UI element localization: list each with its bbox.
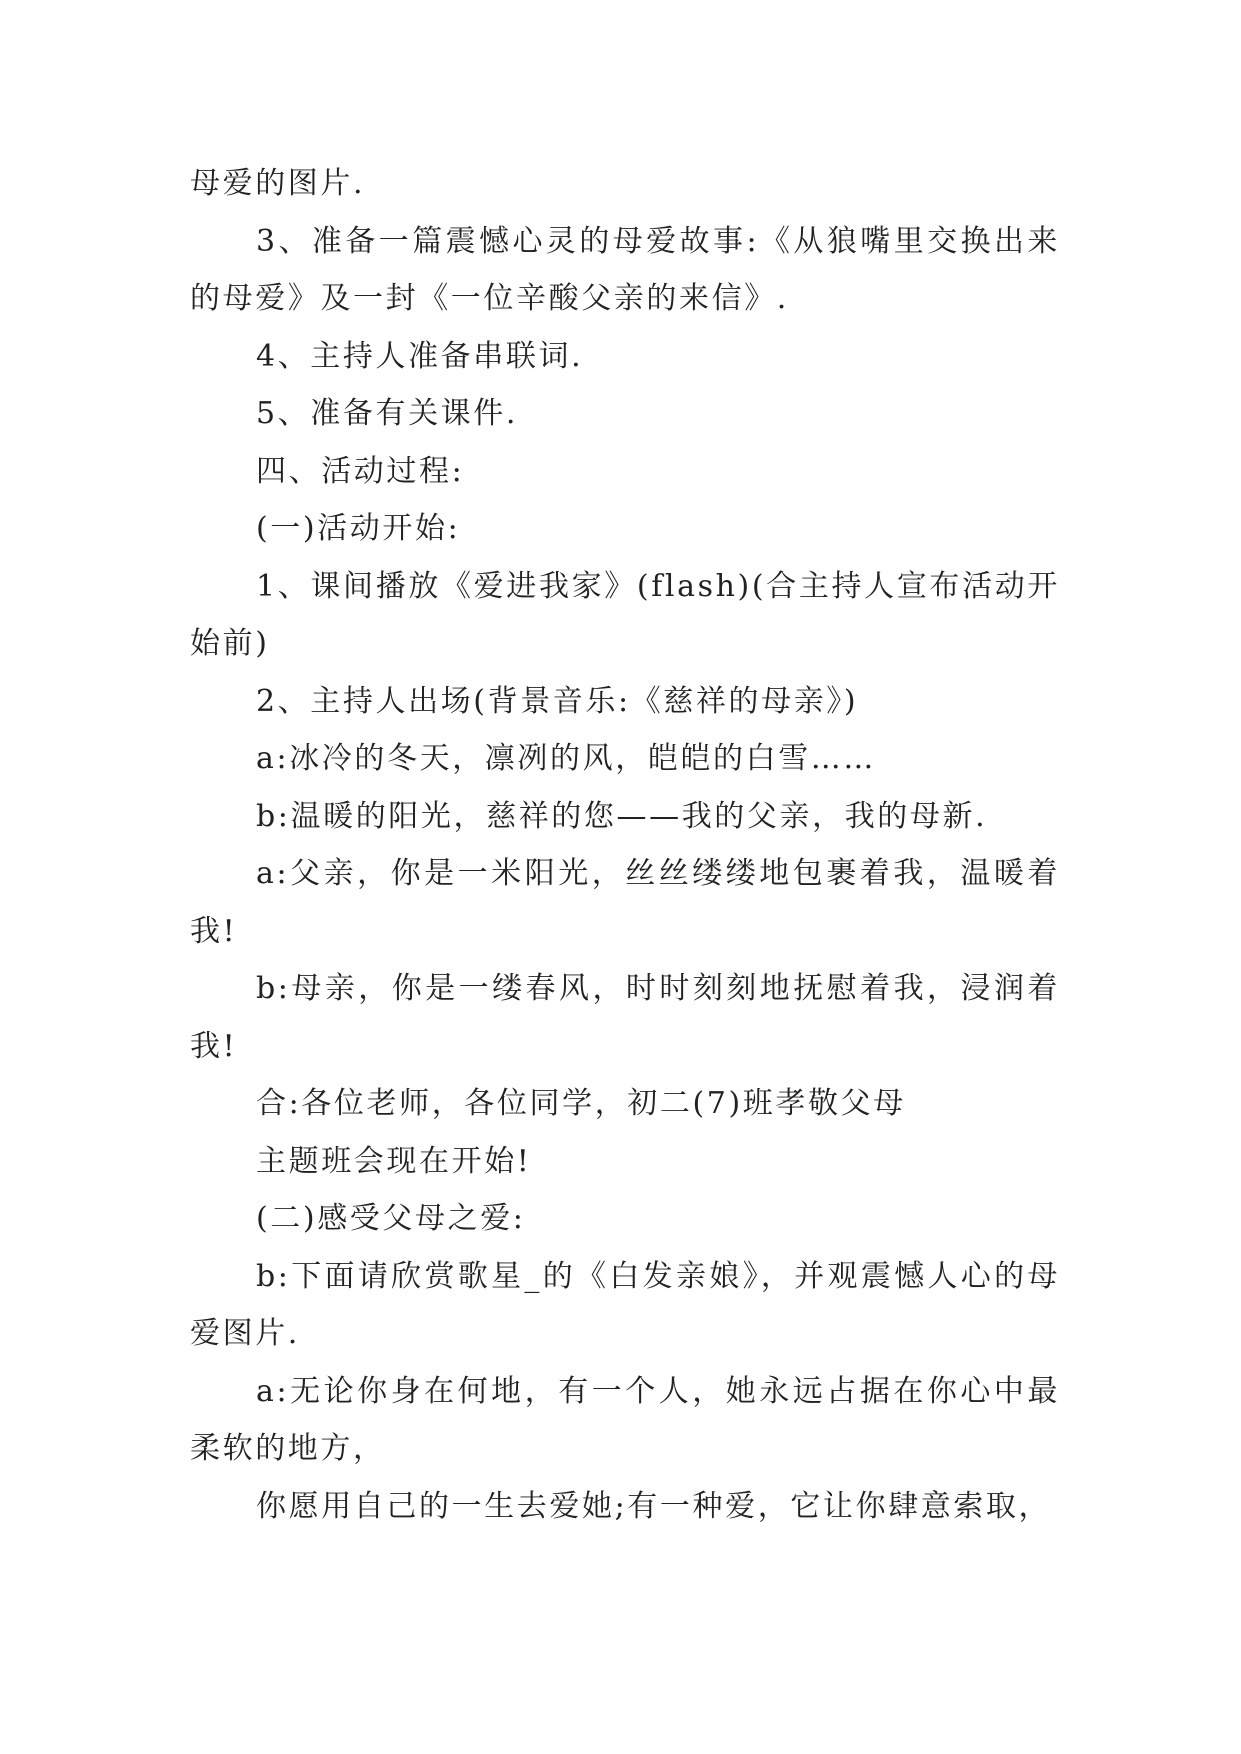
dialogue-line: 合:各位老师，各位同学，初二(7)班孝敬父母 — [256, 1086, 906, 1121]
paragraph: 5、准备有关课件. — [256, 396, 519, 431]
paragraph: 3、准备一篇震憾心灵的母爱故事:《从狼嘴里交换出来的母爱》及一封《一位辛酸父亲的来信》. — [190, 223, 1060, 316]
dialogue-line: 主题班会现在开始! — [256, 1143, 532, 1179]
paragraph: 你愿用自己的一生去爱她;有一种爱，它让你肆意索取， — [256, 1488, 1052, 1524]
subsection-heading: (一)活动开始: — [256, 511, 461, 546]
paragraph: 1、课间播放《爱进我家》(flash)(合主持人宣布活动开始前) — [190, 568, 1060, 661]
dialogue-line: b:温暖的阳光，慈祥的您——我的父亲，我的母新. — [256, 798, 988, 834]
subsection-heading: (二)感受父母之爱: — [256, 1201, 526, 1236]
paragraph: 4、主持人准备串联词. — [256, 338, 584, 374]
section-heading: 四、活动过程: — [256, 453, 465, 489]
document-body — [190, 155, 1060, 1535]
dialogue-line: b:下面请欣赏歌星_的《白发亲娘》，并观震憾人心的母爱图片. — [190, 1258, 1060, 1351]
dialogue-line: b:母亲，你是一缕春风，时时刻刻地抚慰着我，浸润着我! — [190, 971, 1060, 1064]
paragraph: 2、主持人出场(背景音乐:《慈祥的母亲》) — [256, 683, 859, 719]
dialogue-line: a:父亲，你是一米阳光，丝丝缕缕地包裹着我，温暖着我! — [190, 856, 1060, 949]
paragraph: 母爱的图片. — [190, 166, 366, 201]
dialogue-line: a:无论你身在何地，有一个人，她永远占据在你心中最柔软的地方， — [190, 1373, 1060, 1466]
dialogue-line: a:冰冷的冬天，凛冽的风，皑皑的白雪…… — [256, 741, 876, 776]
